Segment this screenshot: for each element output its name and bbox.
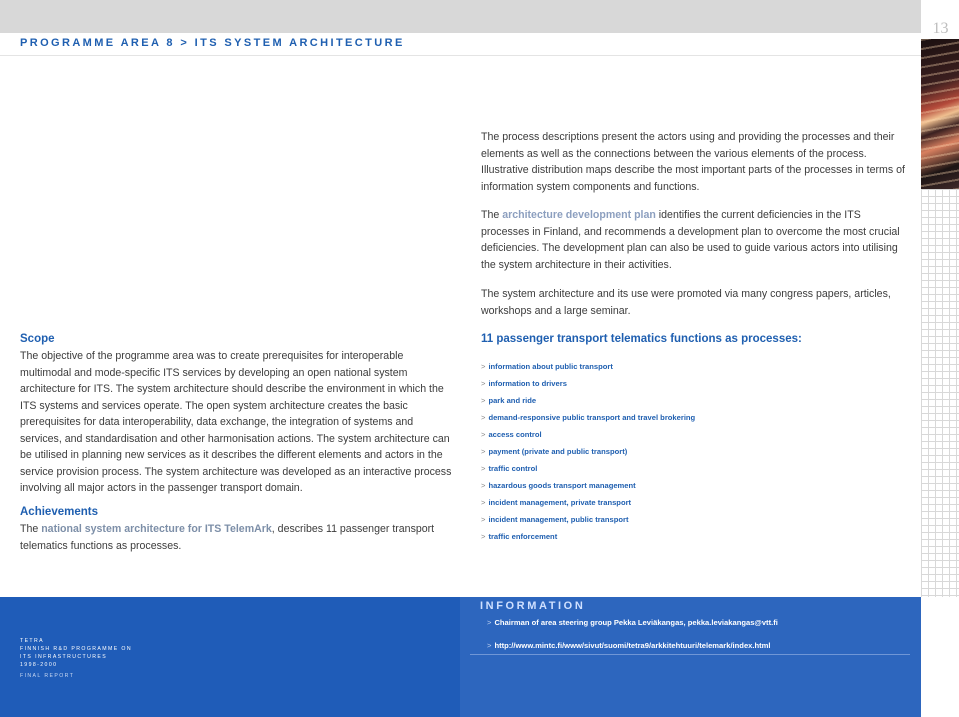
list-item-label: information about public transport xyxy=(488,362,613,371)
bullet-marker: > xyxy=(481,362,486,371)
paragraph-text: The xyxy=(20,523,42,535)
bullet-marker: > xyxy=(481,481,486,490)
process-description-paragraph: The process descriptions present the actors using and providing the processes and their elements as well as the connections between the various elements of the process. Illustrative distribution maps describe the most important parts of the processes in terms of information system components and functions. xyxy=(481,131,905,193)
list-item xyxy=(481,378,695,395)
footer-line: FINNISH R&D PROGRAMME ON xyxy=(20,646,132,652)
list-item-label: traffic enforcement xyxy=(488,532,558,541)
bullet-marker: > xyxy=(481,430,486,439)
list-item xyxy=(481,429,695,446)
list-item xyxy=(481,480,695,497)
decorative-grid xyxy=(921,189,959,597)
list-item xyxy=(481,463,695,480)
bullet-marker: > xyxy=(487,618,492,627)
telemark-highlight: national system architecture for ITS TelemArk xyxy=(41,523,272,535)
bullet-marker: > xyxy=(487,641,492,650)
list-item xyxy=(481,497,695,514)
contact-info: Chairman of area steering group Pekka Leviäkangas, pekka.leviakangas@vtt.fi xyxy=(494,618,778,627)
list-item xyxy=(481,446,695,463)
bullet-marker: > xyxy=(481,498,486,507)
list-item[interactable] xyxy=(487,640,778,663)
functions-list xyxy=(481,361,695,548)
list-item-label: demand-responsive public transport and travel brokering xyxy=(488,413,696,422)
list-item xyxy=(481,412,695,429)
achievements-heading: Achievements xyxy=(20,506,98,518)
list-item xyxy=(481,514,695,531)
list-item-label: payment (private and public transport) xyxy=(488,447,628,456)
paragraph-text: The xyxy=(481,209,503,221)
achievements-text xyxy=(20,521,460,554)
list-item-label: hazardous goods transport management xyxy=(488,481,636,490)
bullet-marker: > xyxy=(481,447,486,456)
programme-footer xyxy=(20,637,132,669)
list-item-label: information to drivers xyxy=(488,379,567,388)
bullet-marker: > xyxy=(481,413,486,422)
list-item-label: traffic control xyxy=(488,464,538,473)
paragraph-text: identifies the current deficiencies in the ITS processes in Finland, and recommends a development plan to overcome the most crucial deficiencies. The development plan can also be used to guide various actors into utilising the system architecture in their activities. xyxy=(481,209,900,271)
bullet-marker: > xyxy=(481,515,486,524)
information-heading: INFORMATION xyxy=(480,600,586,612)
architecture-development-plan-highlight: architecture development plan xyxy=(502,209,656,221)
development-plan-paragraph xyxy=(481,207,911,273)
bullet-marker: > xyxy=(481,396,486,405)
list-item xyxy=(487,617,778,640)
header-bar xyxy=(0,0,921,33)
footer-line: TETRA xyxy=(20,638,45,644)
functions-heading: 11 passenger transport telematics functions as processes: xyxy=(481,333,802,345)
scope-heading: Scope xyxy=(20,333,55,345)
final-report-label: FINAL REPORT xyxy=(20,673,75,679)
bullet-marker: > xyxy=(481,532,486,541)
information-list xyxy=(487,617,778,663)
bullet-marker: > xyxy=(481,379,486,388)
list-item xyxy=(481,531,695,548)
traffic-photo xyxy=(921,39,959,189)
footer-line: ITS INFRASTRUCTURES xyxy=(20,654,108,660)
list-item-label: incident management, private transport xyxy=(488,498,632,507)
page-number: 13 xyxy=(932,20,949,37)
scope-text: The objective of the programme area was to create prerequisites for interoperable multimodal and mode-specific ITS services by developing an open national system architecture for ITS. The system architecture should describe the environment in which the ITS systems and services operate. The open system architecture creates the basic prerequisites for data interoperability, data exchange, the integration of systems and services, and standardisation and other harmonisation actions. The system architecture can be utilised in planning new services as it describes the different elements and actors in the service provision process. The system architecture was developed as an interactive process involving all major actors in the passenger transport domain. xyxy=(20,350,452,494)
list-item xyxy=(481,395,695,412)
programme-title: PROGRAMME AREA 8 > ITS SYSTEM ARCHITECTURE xyxy=(20,37,405,49)
telemark-url-link[interactable]: http://www.mintc.fi/www/sivut/suomi/tetra9/arkkitehtuuri/telemark/index.html xyxy=(494,641,771,650)
bullet-marker: > xyxy=(481,464,486,473)
list-item-label: access control xyxy=(488,430,542,439)
list-item xyxy=(481,361,695,378)
list-item-label: incident management, public transport xyxy=(488,515,629,524)
promotion-paragraph: The system architecture and its use were promoted via many congress papers, articles, workshops and a large seminar. xyxy=(481,288,891,317)
footer-line: 1998-2000 xyxy=(20,662,58,668)
footer-panel xyxy=(0,597,921,717)
list-item-label: park and ride xyxy=(488,396,537,405)
paragraph-text: , describes 11 passenger transport telematics functions as processes. xyxy=(20,523,435,552)
